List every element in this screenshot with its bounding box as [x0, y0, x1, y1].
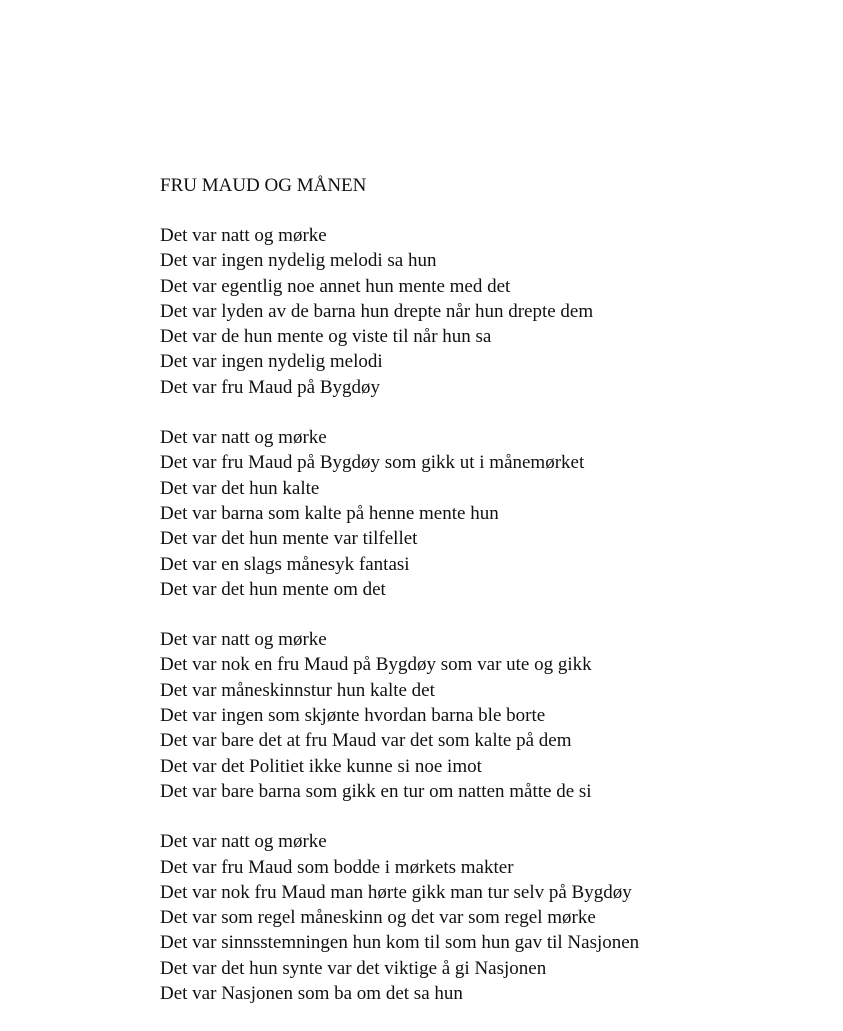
- stanza-3: [160, 627, 820, 804]
- poem-line: Det var barna som kalte på henne mente hun: [160, 502, 499, 524]
- stanza-2: [160, 425, 820, 602]
- poem-line: Det var en slags månesyk fantasi: [160, 553, 410, 575]
- poem-line: Det var måneskinnstur hun kalte det: [160, 679, 435, 701]
- stanza-4: [160, 829, 820, 1006]
- poem-line: Det var fru Maud på Bygdøy som gikk ut i månemørket: [160, 452, 585, 474]
- poem-line: Det var det hun mente var tilfellet: [160, 528, 418, 550]
- poem-line: Det var bare det at fru Maud var det som kalte på dem: [160, 730, 572, 752]
- poem-line: Det var det hun synte var det viktige å gi Nasjonen: [160, 957, 547, 979]
- poem-line: Det var ingen nydelig melodi sa hun: [160, 250, 437, 272]
- poem-line: Det var natt og mørke: [160, 629, 327, 651]
- poem-line: Det var de hun mente og viste til når hun sa: [160, 326, 492, 348]
- poem-line: Det var ingen nydelig melodi: [160, 351, 383, 373]
- poem-line: Det var natt og mørke: [160, 225, 327, 246]
- poem-line: Det var det Politiet ikke kunne si noe imot: [160, 755, 482, 777]
- poem-line: Det var nok en fru Maud på Bygdøy som var ute og gikk: [160, 654, 592, 676]
- poem-line: Det var fru Maud som bodde i mørkets makter: [160, 856, 514, 878]
- poem-line: Det var som regel måneskinn og det var som regel mørke: [160, 907, 596, 929]
- poem-page: [160, 173, 820, 1031]
- poem-line: Det var sinnsstemningen hun kom til som hun gav til Nasjonen: [160, 932, 640, 954]
- poem-line: Det var egentlig noe annet hun mente med det: [160, 275, 511, 297]
- poem-line: Det var Nasjonen som ba om det sa hun: [160, 983, 463, 1005]
- stanza-1: [160, 223, 820, 400]
- poem-line: Det var fru Maud på Bygdøy: [160, 376, 381, 398]
- poem-line: Det var natt og mørke: [160, 831, 327, 853]
- poem-line: Det var nok fru Maud man hørte gikk man tur selv på Bygdøy: [160, 881, 632, 903]
- poem-line: Det var lyden av de barna hun drepte når hun drepte dem: [160, 300, 594, 322]
- poem-line: Det var det hun kalte: [160, 477, 320, 499]
- poem-line: Det var bare barna som gikk en tur om natten måtte de si: [160, 780, 592, 802]
- poem-title: FRU MAUD OG MÅNEN: [160, 175, 367, 196]
- poem-line: Det var ingen som skjønte hvordan barna ble borte: [160, 705, 546, 727]
- poem-line: Det var det hun mente om det: [160, 578, 386, 600]
- poem-line: Det var natt og mørke: [160, 427, 327, 449]
